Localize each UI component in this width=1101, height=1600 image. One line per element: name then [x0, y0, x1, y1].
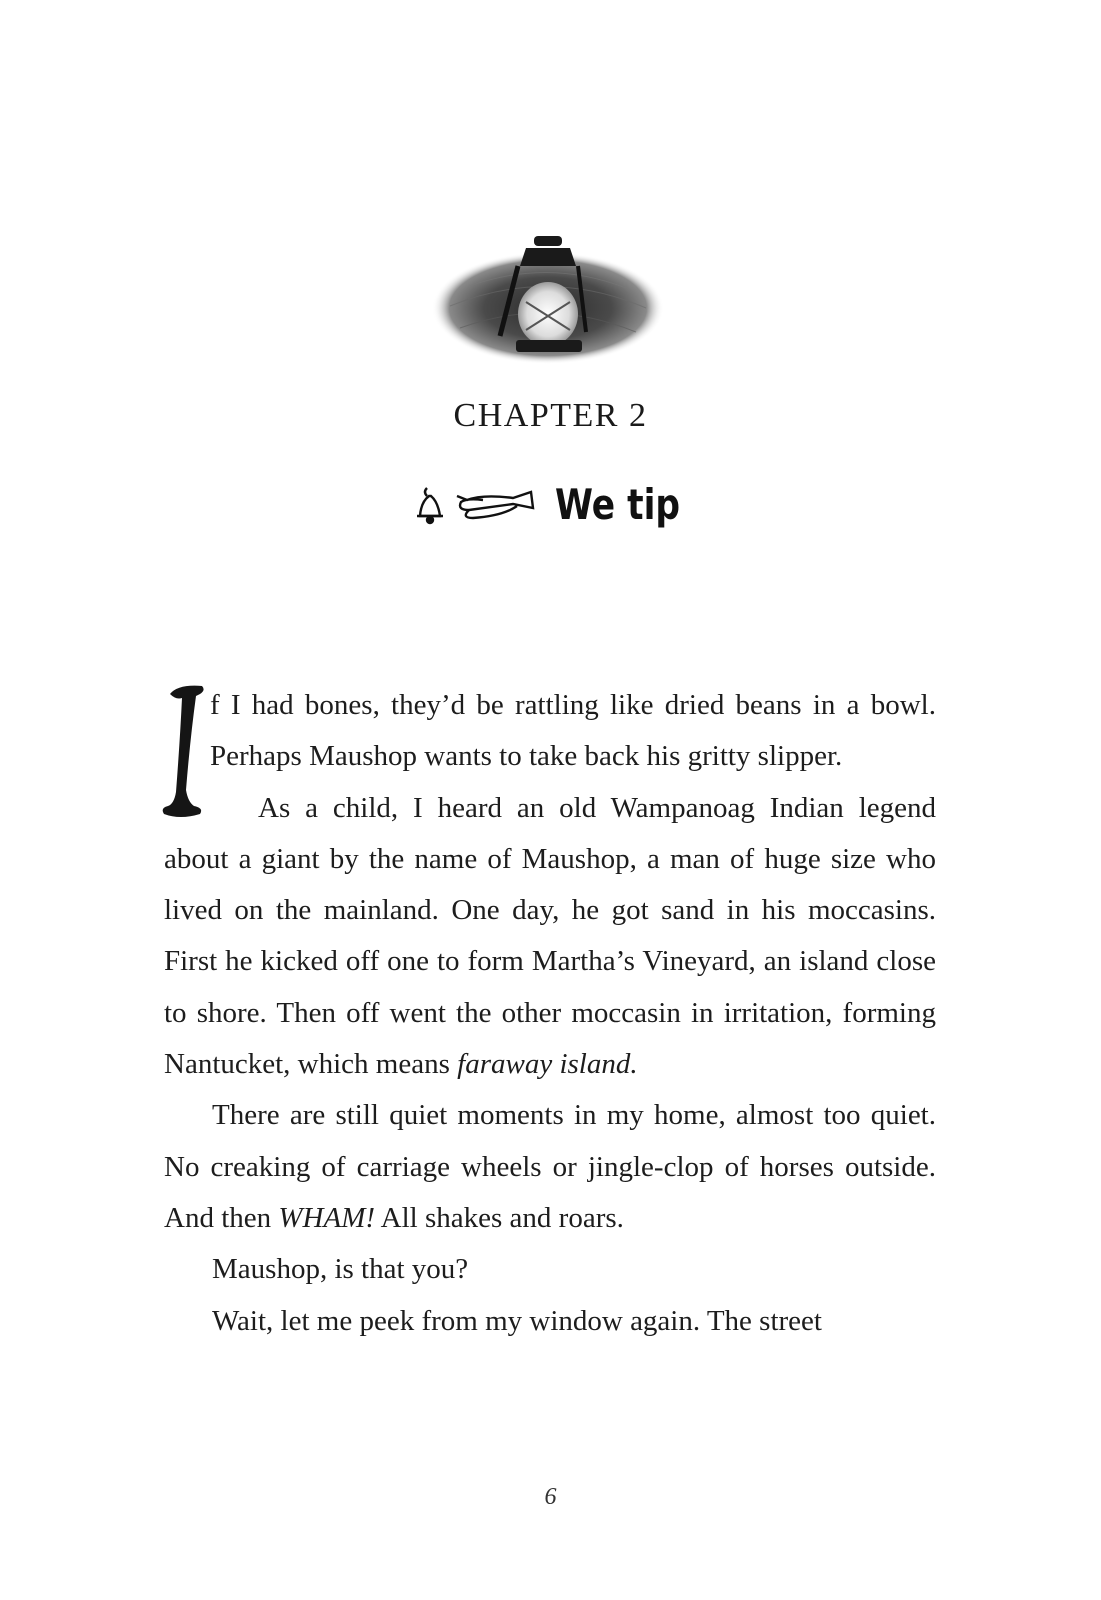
chapter-title-row: [0, 474, 1101, 534]
paragraph-5: Wait, let me peek from my window again. The street: [212, 1304, 822, 1337]
chapter-label: CHAPTER 2: [453, 397, 648, 434]
paragraph-1: f I had bones, they’d be rattling like dried beans in a bowl. Perhaps Maushop wants to take back his gritty slipper.: [210, 689, 936, 773]
bugle-icon: [457, 492, 533, 518]
bell-icon: [417, 488, 443, 523]
drop-cap-letter-i: [160, 680, 210, 822]
page-number: 6: [544, 1484, 557, 1510]
lantern-vignette: [430, 236, 666, 372]
body-text: [164, 680, 936, 1347]
paragraph-3: There are still quiet moments in my home, almost too quiet. No creaking of carriage wheels or jingle-clop of horses outside. And then WHAM! All shakes and roars.: [164, 1099, 936, 1234]
paragraph-2: As a child, I heard an old Wampanoag Indian legend about a giant by the name of Maushop, a man of huge size who lived on the mainland. One day, he got sand in his moccasins. First he kicked off one to form Martha’s Vineyard, an island close to shore. Then off went the other moccasin in irritation, forming Nantucket, which means faraway island.: [164, 791, 936, 1081]
paragraph-4: Maushop, is that you?: [212, 1253, 469, 1286]
chapter-title: We tip: [555, 479, 681, 529]
bell-and-bugle-icon: [413, 482, 541, 526]
